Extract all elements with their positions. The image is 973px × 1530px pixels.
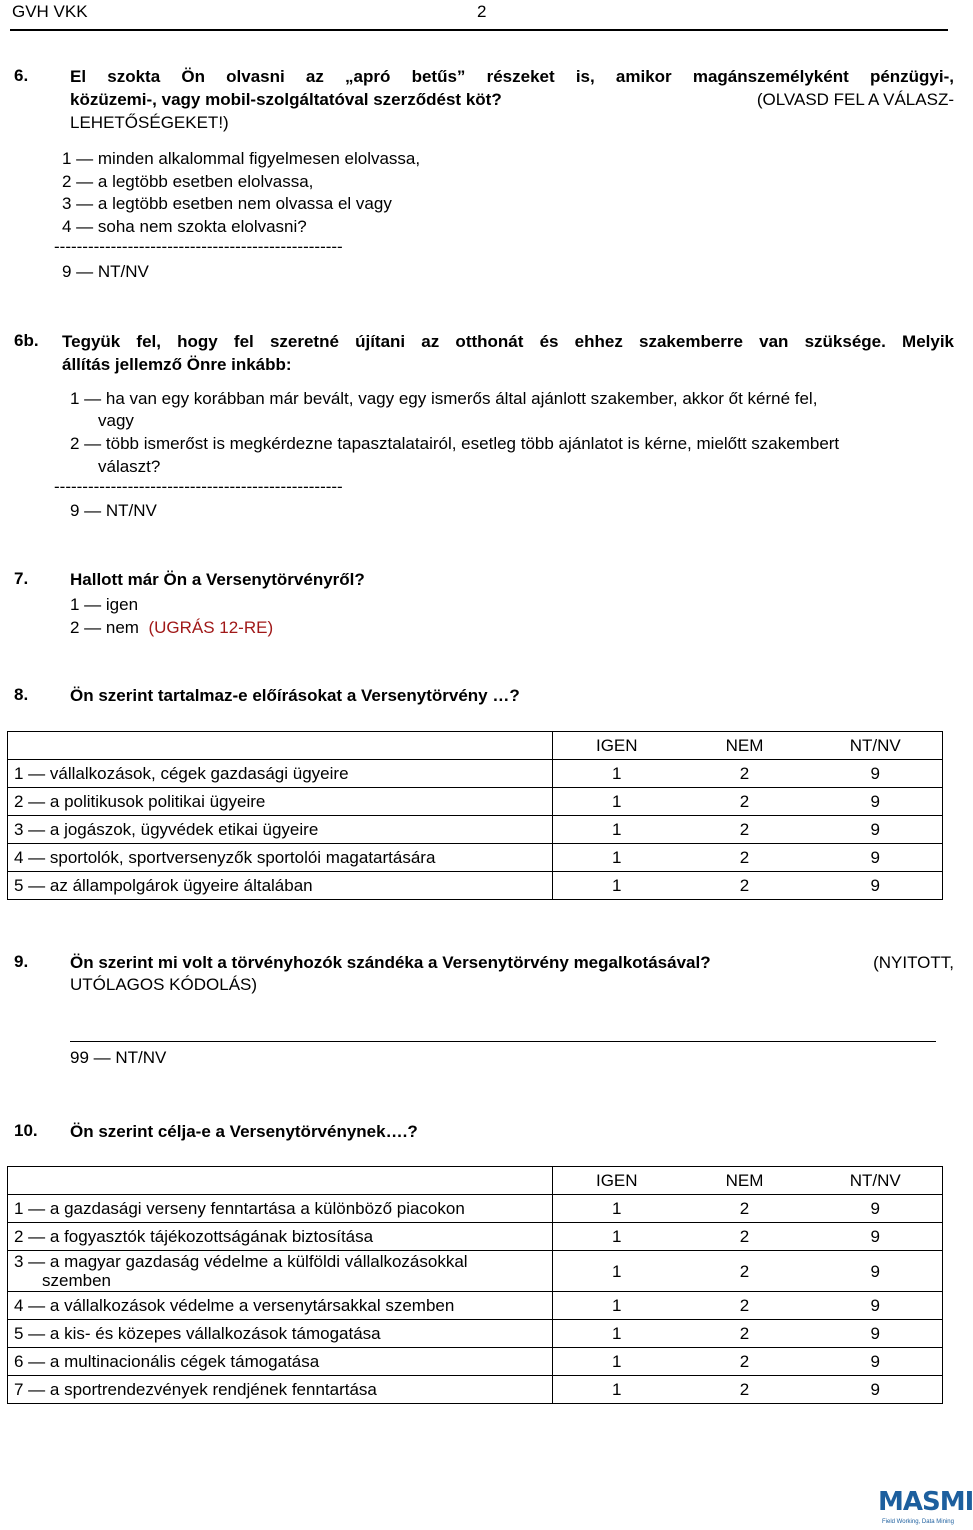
q10-row-label: 4 — a vállalkozások védelme a versenytársakkal szemben [8,1292,553,1320]
q6-option-4: 4 — soha nem szokta elolvasni? [62,217,307,236]
q8-table [7,731,943,900]
q6-line2 [70,89,954,111]
table-row [8,1223,943,1251]
q10-row-label-cont: szemben [42,1271,111,1290]
q6-line1: El szokta Ön olvasni az „apró betűs” részeket is, amikor magánszemélyként pénzügyi-, [70,67,954,86]
q7-number: 7. [14,569,29,588]
q10-code-no[interactable]: 2 [681,1292,809,1320]
q10-code-dk[interactable]: 9 [809,1292,943,1320]
q8-row-label: 4 — sportolók, sportversenyzők sportolói magatartására [8,844,553,872]
q8-text: Ön szerint tartalmaz-e előírásokat a Versenytörvény …? [70,686,520,705]
q9-note-part2: UTÓLAGOS KÓDOLÁS) [70,975,258,994]
q8-code-yes[interactable]: 1 [553,872,681,900]
q9-answer-line[interactable] [70,1041,936,1042]
q8-code-yes[interactable]: 1 [553,844,681,872]
q9-line1 [70,952,954,974]
q6b-option-2: 2 — több ismerőst is megkérdezne tapasztalatairól, esetleg több ajánlatot is kérne, mielőtt szakembert [70,434,840,453]
table-row [8,844,943,872]
q6b-line2: állítás jellemző Önre inkább: [62,355,292,374]
q8-code-dk[interactable]: 9 [809,872,943,900]
q10-code-yes[interactable]: 1 [553,1195,681,1223]
q6-note-part1: (OLVASD FEL A VÁLASZ- [756,90,954,109]
q10-code-dk[interactable]: 9 [809,1376,943,1404]
q10-header-row [8,1167,943,1195]
q6-separator: --------------------------------------------------- [54,237,343,256]
q8-header-yes: IGEN [553,732,681,760]
q8-code-yes[interactable]: 1 [553,788,681,816]
q10-code-dk[interactable]: 9 [809,1195,943,1223]
q6b-line1: Tegyük fel, hogy fel szeretné újítani az otthonát és ehhez szakemberre van szüksége. Melyik [62,332,954,351]
header-rule [10,29,948,31]
q10-row-label: 7 — a sportrendezvények rendjének fenntartása [8,1376,553,1404]
q8-header-no: NEM [681,732,809,760]
table-row [8,872,943,900]
masmi-logo [878,1487,973,1527]
q9-note-part1: (NYITOTT, [873,953,954,972]
q8-row-label: 5 — az állampolgárok ügyeire általában [8,872,553,900]
q9-number: 9. [14,952,29,971]
table-row [8,816,943,844]
q10-code-yes[interactable]: 1 [553,1376,681,1404]
q8-row-label: 1 — vállalkozások, cégek gazdasági ügyeire [8,760,553,788]
q10-text: Ön szerint célja-e a Versenytörvénynek….? [70,1122,418,1141]
q10-code-dk[interactable]: 9 [809,1348,943,1376]
q10-code-no[interactable]: 2 [681,1223,809,1251]
q6b-option-2-cont: választ? [98,457,161,476]
q6-option-2: 2 — a legtöbb esetben elolvassa, [62,172,314,191]
q10-row-label: 1 — a gazdasági verseny fenntartása a különböző piacokon [8,1195,553,1223]
table-row [8,1292,943,1320]
q8-header-dk: NT/NV [809,732,943,760]
q10-code-no[interactable]: 2 [681,1348,809,1376]
q8-code-dk[interactable]: 9 [809,788,943,816]
q10-code-yes[interactable]: 1 [553,1348,681,1376]
q10-row-label: 3 — a magyar gazdaság védelme a külföldi vállalkozásokkal [14,1252,468,1271]
q6b-dont-know: 9 — NT/NV [70,501,157,520]
page-number: 2 [477,2,487,21]
q6-number: 6. [14,66,29,85]
q8-code-no[interactable]: 2 [681,872,809,900]
q10-code-no[interactable]: 2 [681,1195,809,1223]
q8-code-no[interactable]: 2 [681,760,809,788]
q8-code-dk[interactable]: 9 [809,844,943,872]
table-row [8,1320,943,1348]
table-row [8,788,943,816]
q10-code-dk[interactable]: 9 [809,1251,943,1292]
q10-code-no[interactable]: 2 [681,1251,809,1292]
q8-row-label: 2 — a politikusok politikai ügyeire [8,788,553,816]
q6-dont-know: 9 — NT/NV [62,262,149,281]
q10-code-no[interactable]: 2 [681,1376,809,1404]
q10-table [7,1166,943,1404]
q8-code-yes[interactable]: 1 [553,760,681,788]
q6b-number: 6b. [14,331,39,350]
q7-option-2-label: 2 — nem [70,618,139,637]
q8-code-no[interactable]: 2 [681,844,809,872]
q10-row-label: 2 — a fogyasztók tájékozottságának biztosítása [8,1223,553,1251]
q6b-separator: --------------------------------------------------- [54,477,343,496]
q9-question: Ön szerint mi volt a törvényhozók szándéka a Versenytörvény megalkotásával? [70,953,711,972]
q6-note-part2: LEHETŐSÉGEKET!) [70,113,229,132]
header-left: GVH VKK [12,2,88,21]
q7-text: Hallott már Ön a Versenytörvényről? [70,570,365,589]
q10-header-empty [8,1167,553,1195]
q10-code-yes[interactable]: 1 [553,1251,681,1292]
q10-header-no: NEM [681,1167,809,1195]
q10-number: 10. [14,1121,38,1140]
q10-code-yes[interactable]: 1 [553,1292,681,1320]
q10-code-dk[interactable]: 9 [809,1223,943,1251]
q6-option-3: 3 — a legtöbb esetben nem olvassa el vagy [62,194,392,213]
q9-dont-know: 99 — NT/NV [70,1048,167,1067]
q10-code-yes[interactable]: 1 [553,1320,681,1348]
q7-skip-note: (UGRÁS 12-RE) [148,618,274,637]
q8-code-dk[interactable]: 9 [809,816,943,844]
table-row [8,760,943,788]
q8-row-label: 3 — a jogászok, ügyvédek etikai ügyeire [8,816,553,844]
q10-header-dk: NT/NV [809,1167,943,1195]
q10-code-yes[interactable]: 1 [553,1223,681,1251]
q10-code-no[interactable]: 2 [681,1320,809,1348]
q8-code-dk[interactable]: 9 [809,760,943,788]
q10-row-label-multiline [8,1251,553,1292]
q8-code-no[interactable]: 2 [681,788,809,816]
table-row [8,1348,943,1376]
q8-header-row [8,732,943,760]
q6b-option-1: 1 — ha van egy korábban már bevált, vagy egy ismerős által ajánlott szakember, akkor őt kérné fel, [70,389,818,408]
logo-wordmark: MASMI [878,1487,973,1517]
logo-tagline: Field Working, Data Mining [882,1519,954,1525]
q10-header-yes: IGEN [553,1167,681,1195]
q6-line2-bold: közüzemi-, vagy mobil-szolgáltatóval szerződést köt? [70,90,502,109]
q10-row-label: 6 — a multinacionális cégek támogatása [8,1348,553,1376]
q7-option-1: 1 — igen [70,595,139,614]
q10-row-label: 5 — a kis- és közepes vállalkozások támogatása [8,1320,553,1348]
table-row [8,1195,943,1223]
q10-code-dk[interactable]: 9 [809,1320,943,1348]
table-row [8,1376,943,1404]
q8-code-no[interactable]: 2 [681,816,809,844]
q8-number: 8. [14,685,29,704]
q6-option-1: 1 — minden alkalommal figyelmesen elolvassa, [62,149,421,168]
q6b-option-1-cont: vagy [98,411,134,430]
q7-option-2 [70,617,273,639]
q8-code-yes[interactable]: 1 [553,816,681,844]
table-row [8,1251,943,1292]
q8-header-empty [8,732,553,760]
